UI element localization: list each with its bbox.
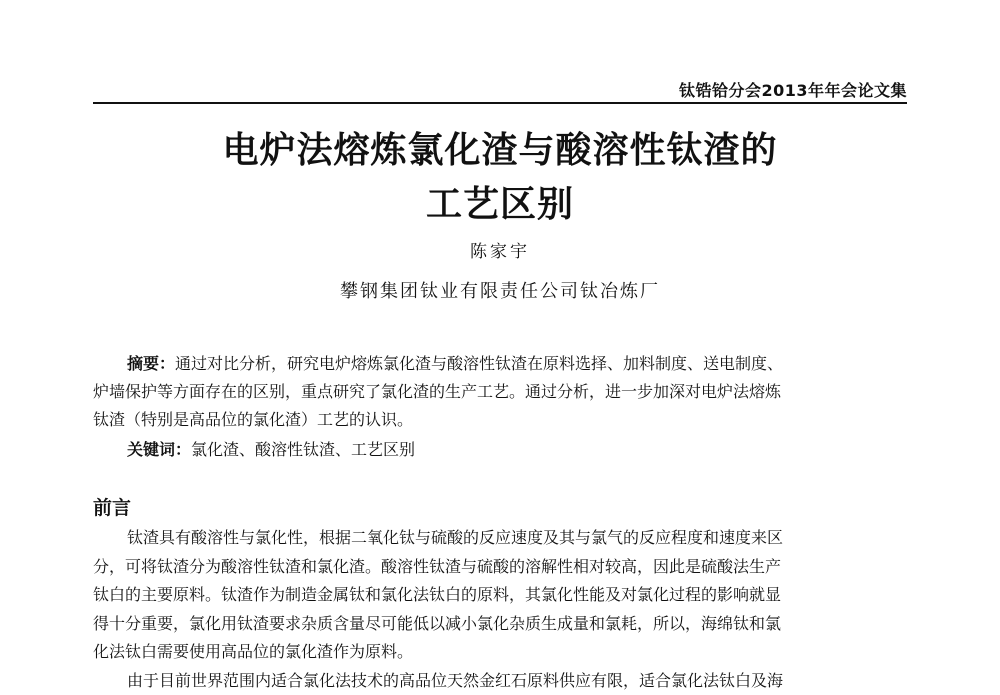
abstract-line-3: 钛渣（特别是高品位的氯化渣）工艺的认识。 bbox=[93, 406, 908, 434]
body-line-4: 得十分重要，氯化用钛渣要求杂质含量尽可能低以减小氯化杂质生成量和氯耗，所以，海绵钛和氯 bbox=[93, 610, 908, 639]
body-line-5: 化法钛白需要使用高品位的氯化渣作为原料。 bbox=[93, 638, 908, 667]
header-rule bbox=[93, 102, 907, 104]
keywords-label: 关键词： bbox=[127, 440, 191, 459]
body-line-3: 钛白的主要原料。钛渣作为制造金属钛和氯化法钛白的原料，其氯化性能及对氯化过程的影响就显 bbox=[93, 581, 908, 610]
keywords-text: 氯化渣、酸溶性钛渣、工艺区别 bbox=[191, 440, 415, 459]
abstract-line-2: 炉墙保护等方面存在的区别，重点研究了氯化渣的生产工艺。通过分析，进一步加深对电炉法熔炼 bbox=[93, 378, 908, 406]
section-heading: 前言 bbox=[93, 493, 131, 520]
section-body bbox=[93, 524, 908, 695]
abstract-label: 摘要： bbox=[127, 354, 175, 373]
body-line-1: 钛渣具有酸溶性与氯化性，根据二氧化钛与硫酸的反应速度及其与氯气的反应程度和速度来区 bbox=[93, 524, 908, 553]
abstract-text-1: 通过对比分析，研究电炉熔炼氯化渣与酸溶性钛渣在原料选择、加料制度、送电制度、 bbox=[175, 354, 783, 373]
article-title bbox=[93, 123, 907, 231]
affiliation: 攀钢集团钛业有限责任公司钛冶炼厂 bbox=[93, 277, 907, 303]
author: 陈家宇 bbox=[93, 237, 907, 262]
running-header: 钛锆铪分会2013年年会论文集 bbox=[679, 78, 907, 101]
keywords bbox=[127, 436, 415, 464]
title-line-1: 电炉法熔炼氯化渣与酸溶性钛渣的 bbox=[93, 123, 907, 177]
body-line-2: 分，可将钛渣分为酸溶性钛渣和氯化渣。酸溶性钛渣与硫酸的溶解性相对较高，因此是硫酸法生产 bbox=[93, 553, 908, 582]
abstract bbox=[93, 350, 908, 434]
title-line-2: 工艺区别 bbox=[93, 177, 907, 231]
body-line-6: 由于目前世界范围内适合氯化法技术的高品位天然金红石原料供应有限，适合氯化法钛白及海 bbox=[93, 667, 908, 695]
abstract-line-1 bbox=[93, 350, 908, 378]
